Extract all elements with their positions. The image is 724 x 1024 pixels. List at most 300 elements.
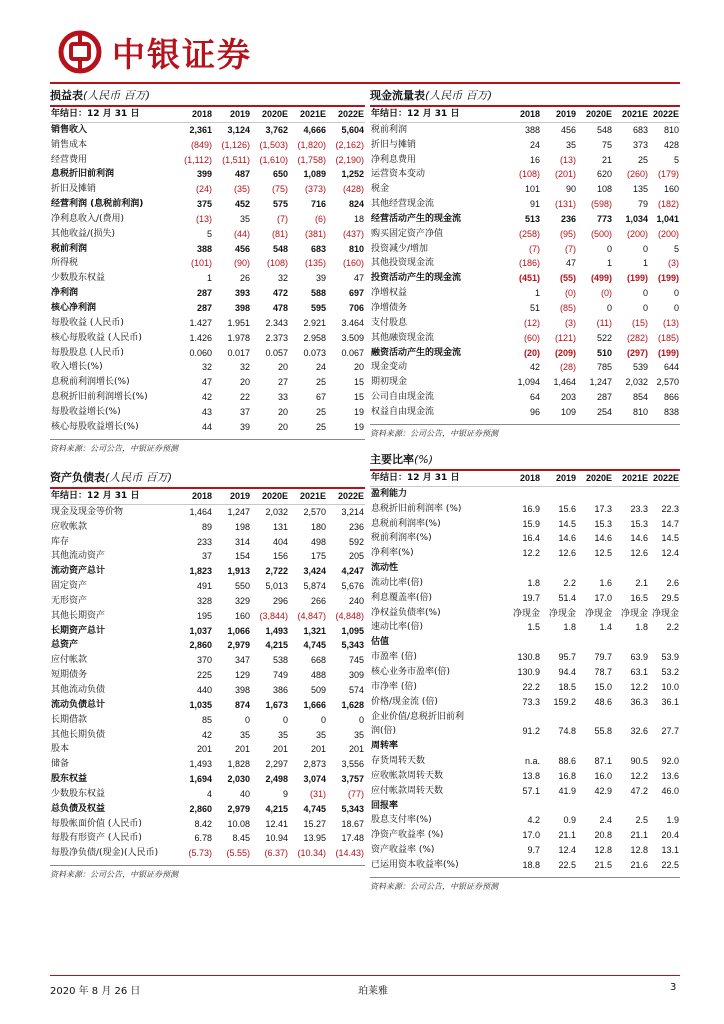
table-cell: 683 bbox=[310, 243, 326, 254]
table-cell: 592 bbox=[348, 536, 364, 547]
table-row bbox=[50, 122, 365, 137]
table-cell: 2,722 bbox=[265, 566, 288, 577]
table-cell: 8.42 bbox=[194, 818, 212, 829]
row-label: 应付帐款周转天数 bbox=[371, 785, 444, 796]
row-label: 税前利润率(%) bbox=[371, 533, 432, 544]
table-cell: 净现金 bbox=[651, 607, 679, 618]
source-note: 资料来源：公司公告，中银证券预测 bbox=[50, 439, 365, 454]
table-cell: 1,464 bbox=[189, 506, 212, 517]
table-cell: 266 bbox=[310, 595, 326, 606]
table-cell: 3,556 bbox=[341, 759, 364, 770]
row-label: 每股帐面价值 (人民币) bbox=[51, 818, 142, 829]
table-cell: 0 bbox=[606, 302, 612, 313]
table-cell: 2018 bbox=[191, 491, 212, 501]
table-cell bbox=[541, 710, 577, 725]
table-cell: 1,913 bbox=[227, 566, 250, 577]
table-cell: 25 bbox=[315, 377, 326, 388]
table-cell: 13.1 bbox=[661, 845, 679, 856]
table-cell bbox=[649, 710, 680, 725]
table-cell: 1.951 bbox=[227, 317, 250, 328]
table-cell: 24 bbox=[315, 362, 326, 373]
table-cell: 90.5 bbox=[630, 756, 648, 767]
bank-of-china-logo-icon bbox=[58, 30, 102, 74]
table-cell bbox=[649, 635, 680, 650]
table-cell: 1.8 bbox=[563, 622, 576, 633]
financial-table bbox=[370, 471, 680, 873]
table-cell: 440 bbox=[196, 684, 212, 695]
table-cell: (1,820) bbox=[297, 139, 326, 150]
table-cell: 15 bbox=[353, 377, 364, 388]
table-cell: 18.67 bbox=[341, 818, 364, 829]
table-cell: 522 bbox=[596, 332, 612, 343]
table-cell bbox=[504, 486, 541, 501]
row-label: 核心业务市盈率(倍) bbox=[371, 666, 451, 677]
table-cell: 15 bbox=[353, 392, 364, 403]
table-cell: 854 bbox=[632, 392, 648, 403]
table-cell: 13.8 bbox=[522, 770, 540, 781]
table-cell: 510 bbox=[596, 347, 612, 358]
table-cell: 42 bbox=[529, 362, 540, 373]
table-row bbox=[370, 635, 680, 650]
table-cell: 810 bbox=[348, 243, 364, 254]
table-cell bbox=[649, 739, 680, 754]
table-cell: (7) bbox=[529, 243, 540, 254]
table-cell: 1 bbox=[642, 258, 648, 269]
table-cell: 0 bbox=[282, 714, 288, 725]
table-cell: 0 bbox=[642, 243, 648, 254]
table-cell: 64 bbox=[529, 392, 540, 403]
row-label: 销售收入 bbox=[51, 124, 88, 135]
table-cell: 287 bbox=[196, 288, 212, 299]
table-cell: 73.3 bbox=[522, 696, 540, 707]
table-cell: 79 bbox=[637, 199, 648, 210]
table-row bbox=[50, 668, 365, 683]
row-label: 净利息费用 bbox=[371, 154, 417, 165]
table-cell: 240 bbox=[348, 595, 364, 606]
table-row bbox=[50, 331, 365, 346]
table-row bbox=[370, 680, 680, 695]
table-cell: 21.6 bbox=[630, 859, 648, 870]
table-cell: 21.5 bbox=[594, 859, 612, 870]
table-cell: 8.45 bbox=[232, 833, 250, 844]
table-cell: (199) bbox=[657, 273, 679, 284]
table-cell bbox=[541, 635, 577, 650]
section-unit: (%) bbox=[414, 453, 434, 466]
table-cell: 456 bbox=[234, 243, 250, 254]
table-cell: 539 bbox=[632, 362, 648, 373]
table-cell bbox=[504, 710, 541, 725]
table-cell: 18.5 bbox=[558, 681, 576, 692]
table-row bbox=[50, 742, 365, 757]
row-label: 其他收益/(损失) bbox=[51, 228, 116, 239]
table-cell: (373) bbox=[304, 184, 326, 195]
table-cell: 156 bbox=[272, 551, 288, 562]
table-cell: 13.6 bbox=[661, 770, 679, 781]
table-cell: 2.921 bbox=[303, 317, 326, 328]
table-cell: 2,873 bbox=[303, 759, 326, 770]
table-cell: 1,037 bbox=[189, 625, 212, 636]
table-cell: 32 bbox=[201, 362, 212, 373]
row-label: 利息覆盖率(倍) bbox=[371, 592, 433, 603]
table-cell: 12.6 bbox=[630, 548, 648, 559]
table-cell bbox=[613, 739, 649, 754]
table-cell: 35 bbox=[315, 729, 326, 740]
table-cell: (15) bbox=[631, 317, 648, 328]
table-cell: 487 bbox=[234, 169, 250, 180]
table-row bbox=[50, 197, 365, 212]
table-cell: 254 bbox=[596, 406, 612, 417]
table-cell: 53.9 bbox=[661, 652, 679, 663]
table-cell: 1,628 bbox=[341, 699, 364, 710]
table-cell: 399 bbox=[196, 169, 212, 180]
row-label: 企业价值/息税折旧前利 bbox=[371, 711, 465, 722]
table-cell: 92.0 bbox=[661, 756, 679, 767]
table-cell: 4.2 bbox=[527, 815, 540, 826]
table-cell: 42 bbox=[201, 392, 212, 403]
table-row bbox=[370, 665, 680, 680]
table-cell: 1,823 bbox=[189, 566, 212, 577]
table-cell: 15.27 bbox=[303, 818, 326, 829]
table-cell: 4,247 bbox=[341, 566, 364, 577]
table-cell: 48.6 bbox=[594, 696, 612, 707]
table-cell: (297) bbox=[626, 347, 648, 358]
table-cell: 26 bbox=[239, 273, 250, 284]
table-cell: 14.6 bbox=[558, 533, 576, 544]
table-row bbox=[50, 256, 365, 271]
table-cell: 0.060 bbox=[189, 347, 212, 358]
row-label: 资产收益率 (%) bbox=[371, 845, 435, 856]
table-cell: 0 bbox=[244, 714, 250, 725]
table-cell: 3.464 bbox=[341, 317, 364, 328]
table-cell: (31) bbox=[309, 788, 326, 799]
table-row bbox=[370, 375, 680, 390]
row-label: 税前利润 bbox=[51, 243, 88, 254]
row-label: 折旧与摊销 bbox=[371, 139, 417, 150]
table-cell bbox=[577, 561, 613, 576]
table-cell: n.a. bbox=[524, 756, 540, 767]
table-cell: 2021E bbox=[299, 109, 326, 119]
section-title bbox=[50, 470, 365, 486]
table-cell: 683 bbox=[632, 124, 648, 135]
table-row bbox=[50, 549, 365, 564]
row-label: 所得税 bbox=[51, 258, 79, 269]
table-cell: 5,343 bbox=[341, 640, 364, 651]
table-cell: 1,089 bbox=[303, 169, 326, 180]
table-cell: 1.5 bbox=[527, 622, 540, 633]
table-cell bbox=[504, 635, 541, 650]
table-cell: 287 bbox=[196, 302, 212, 313]
table-row bbox=[50, 182, 365, 197]
table-cell: 2022E bbox=[652, 109, 679, 119]
row-label: 息税折旧前利润 bbox=[51, 169, 115, 180]
table-cell: 5 bbox=[673, 154, 679, 165]
table-cell: 0.073 bbox=[303, 347, 326, 358]
table-cell: 41.9 bbox=[558, 785, 576, 796]
table-row bbox=[370, 724, 680, 739]
table-cell: 2019 bbox=[229, 491, 250, 501]
table-cell: 375 bbox=[196, 199, 212, 210]
row-label: 应收帐款周转天数 bbox=[371, 770, 444, 781]
table-cell: 1.8 bbox=[635, 622, 648, 633]
table-cell: 净现金 bbox=[620, 607, 648, 618]
table-cell: 27.7 bbox=[661, 726, 679, 737]
table-row bbox=[370, 813, 680, 828]
row-label: 经营利润 (息税前利润) bbox=[51, 199, 144, 210]
table-cell: 2019 bbox=[229, 109, 250, 119]
table-cell: 548 bbox=[272, 243, 288, 254]
table-cell bbox=[613, 710, 649, 725]
table-cell: 88.6 bbox=[558, 756, 576, 767]
table-cell: (35) bbox=[233, 184, 250, 195]
table-cell: (199) bbox=[626, 273, 648, 284]
table-cell: 2022E bbox=[337, 491, 364, 501]
table-cell: 2021E bbox=[621, 473, 648, 483]
table-cell: 20 bbox=[277, 362, 288, 373]
table-cell: 0.9 bbox=[563, 815, 576, 826]
table-cell: 14.6 bbox=[594, 533, 612, 544]
table-cell: (13) bbox=[195, 213, 212, 224]
table-cell: 15.3 bbox=[630, 518, 648, 529]
row-label: 折旧及摊销 bbox=[51, 184, 97, 195]
table-row bbox=[370, 331, 680, 346]
table-cell: (201) bbox=[554, 169, 576, 180]
table-cell: 12.2 bbox=[630, 770, 648, 781]
table-cell: 233 bbox=[196, 536, 212, 547]
table-cell: 2.2 bbox=[666, 622, 679, 633]
table-cell: 2022E bbox=[337, 109, 364, 119]
table-cell: (260) bbox=[626, 169, 648, 180]
table-cell: 14.5 bbox=[558, 518, 576, 529]
table-cell: (3) bbox=[565, 317, 576, 328]
table-row bbox=[370, 517, 680, 532]
table-cell: 5,343 bbox=[341, 803, 364, 814]
table-cell: (14.43) bbox=[335, 848, 364, 859]
table-cell: 0 bbox=[642, 288, 648, 299]
table-cell: 109 bbox=[560, 406, 576, 417]
table-cell: 21.1 bbox=[630, 830, 648, 841]
table-cell bbox=[541, 486, 577, 501]
table-cell: (1,112) bbox=[184, 154, 212, 165]
table-cell: 135 bbox=[632, 184, 648, 195]
table-cell: 160 bbox=[663, 184, 679, 195]
table-cell: 44 bbox=[201, 421, 212, 432]
table-row bbox=[370, 405, 680, 420]
table-cell: 12.6 bbox=[558, 548, 576, 559]
table-cell: 12.4 bbox=[558, 845, 576, 856]
table-cell: 0 bbox=[320, 714, 326, 725]
table-row bbox=[370, 286, 680, 301]
row-label: 公司自由现金流 bbox=[371, 392, 435, 403]
table-cell: (2,162) bbox=[335, 139, 364, 150]
table-header-row bbox=[370, 107, 680, 122]
table-cell: (7) bbox=[277, 213, 288, 224]
table-cell: 2018 bbox=[519, 109, 540, 119]
row-label: 净资产收益率 (%) bbox=[371, 830, 444, 841]
table-cell bbox=[613, 635, 649, 650]
section-unit: (人民币 百万) bbox=[83, 89, 151, 102]
table-cell: 198 bbox=[234, 521, 250, 532]
table-row bbox=[370, 858, 680, 873]
table-cell: (60) bbox=[523, 332, 540, 343]
row-label: 年结日：12 月 31 日 bbox=[51, 491, 140, 501]
table-cell: 1,493 bbox=[265, 625, 288, 636]
table-cell: (77) bbox=[347, 788, 364, 799]
table-row bbox=[370, 360, 680, 375]
table-cell: 20 bbox=[239, 377, 250, 388]
row-label: 息税前利润增长(%) bbox=[51, 377, 130, 388]
table-cell: 749 bbox=[272, 670, 288, 681]
table-cell: 79.7 bbox=[594, 652, 612, 663]
table-cell: 17.48 bbox=[341, 833, 364, 844]
table-cell: 20.4 bbox=[661, 830, 679, 841]
table-cell: 706 bbox=[348, 302, 364, 313]
table-row bbox=[50, 787, 365, 802]
table-cell: 2020E bbox=[261, 109, 288, 119]
table-cell: 16 bbox=[529, 154, 540, 165]
table-row bbox=[50, 138, 365, 153]
table-row bbox=[50, 802, 365, 817]
table-cell: 2.6 bbox=[666, 577, 679, 588]
table-cell: 95.7 bbox=[558, 652, 576, 663]
table-cell: 46.0 bbox=[661, 785, 679, 796]
table-cell: 370 bbox=[196, 655, 212, 666]
row-label: 年结日：12 月 31 日 bbox=[371, 109, 460, 119]
table-cell: 42.9 bbox=[594, 785, 612, 796]
table-cell: 1,464 bbox=[553, 377, 576, 388]
table-cell: 17.0 bbox=[594, 592, 612, 603]
table-cell: 4,215 bbox=[265, 640, 288, 651]
row-label: 融资活动产生的现金流 bbox=[371, 347, 462, 358]
row-label: 估值 bbox=[371, 637, 390, 648]
table-cell: 0 bbox=[358, 714, 364, 725]
table-cell: 10.0 bbox=[661, 681, 679, 692]
table-cell: 329 bbox=[234, 595, 250, 606]
table-cell: 12.2 bbox=[522, 548, 540, 559]
table-cell bbox=[577, 799, 613, 814]
header-rule bbox=[50, 82, 680, 84]
table-cell: 175 bbox=[310, 551, 326, 562]
table-row bbox=[370, 769, 680, 784]
table-cell: 9.7 bbox=[527, 845, 540, 856]
table-cell: 0 bbox=[673, 302, 679, 313]
row-label: 流动资产总计 bbox=[51, 566, 106, 577]
table-cell: 47.2 bbox=[630, 785, 648, 796]
table-cell: 595 bbox=[310, 302, 326, 313]
row-label: 流动性 bbox=[371, 563, 399, 574]
table-row bbox=[50, 698, 365, 713]
row-label: 其他流动资产 bbox=[51, 551, 106, 562]
table-row bbox=[370, 316, 680, 331]
table-cell bbox=[649, 799, 680, 814]
row-label: 净利率(%) bbox=[371, 548, 414, 559]
table-row bbox=[370, 561, 680, 576]
row-label: 存货周转天数 bbox=[371, 756, 426, 767]
table-cell: (381) bbox=[304, 228, 326, 239]
table-cell: 12.5 bbox=[594, 548, 612, 559]
table-cell: (209) bbox=[554, 347, 576, 358]
row-label: 短期债务 bbox=[51, 670, 88, 681]
table-cell: (200) bbox=[626, 228, 648, 239]
row-label: 核心每股收益增长(%) bbox=[51, 421, 139, 432]
row-label: 盈利能力 bbox=[371, 488, 408, 499]
table-cell: 575 bbox=[272, 199, 288, 210]
table-cell: 2020E bbox=[585, 473, 612, 483]
table-cell: 78.7 bbox=[594, 666, 612, 677]
table-cell: 35 bbox=[239, 729, 250, 740]
financial-table bbox=[50, 107, 365, 435]
table-cell: (108) bbox=[266, 258, 288, 269]
row-label: 总资产 bbox=[51, 640, 79, 651]
table-row bbox=[370, 799, 680, 814]
table-cell: 131 bbox=[272, 521, 288, 532]
row-label: 每股有形资产 (人民币) bbox=[51, 833, 142, 844]
table-cell: 296 bbox=[272, 595, 288, 606]
table-cell: 4,215 bbox=[265, 803, 288, 814]
table-cell: 15.3 bbox=[594, 518, 612, 529]
row-label: 息税折旧前利润率 (%) bbox=[371, 503, 462, 514]
row-label: 少数股东权益 bbox=[51, 788, 106, 799]
table-cell: 1,034 bbox=[625, 213, 648, 224]
row-label: 支付股息 bbox=[371, 317, 408, 328]
table-cell: 22 bbox=[239, 392, 250, 403]
table-row bbox=[370, 576, 680, 591]
table-cell: 75 bbox=[601, 139, 612, 150]
table-cell: (12) bbox=[523, 317, 540, 328]
income-statement bbox=[50, 88, 365, 454]
table-cell: 2022E bbox=[652, 473, 679, 483]
row-label: 润(倍) bbox=[371, 726, 397, 737]
table-cell: 63.9 bbox=[630, 652, 648, 663]
table-cell: 314 bbox=[234, 536, 250, 547]
table-cell: 2.5 bbox=[635, 815, 648, 826]
table-cell: 2,032 bbox=[625, 377, 648, 388]
table-cell: 74.8 bbox=[558, 726, 576, 737]
row-label: 其他流动负债 bbox=[51, 684, 106, 695]
section-title bbox=[50, 88, 365, 104]
table-cell: (200) bbox=[657, 228, 679, 239]
row-label: 应收帐款 bbox=[51, 521, 88, 532]
table-cell: 35 bbox=[353, 729, 364, 740]
table-cell: 40 bbox=[239, 788, 250, 799]
table-cell: 0.017 bbox=[227, 347, 250, 358]
table-row bbox=[50, 286, 365, 301]
source-note: 资料来源：公司公告，中银证券预测 bbox=[50, 865, 365, 880]
table-row bbox=[50, 346, 365, 361]
row-label: 股本 bbox=[51, 744, 70, 755]
brand-name: 中银证券 bbox=[112, 34, 252, 74]
table-cell: 1 bbox=[606, 258, 612, 269]
section-title-text: 现金流量表 bbox=[370, 89, 425, 102]
table-row bbox=[50, 757, 365, 772]
table-cell: 347 bbox=[234, 655, 250, 666]
row-label: 年结日：12 月 31 日 bbox=[51, 109, 140, 119]
table-cell: 1,094 bbox=[517, 377, 540, 388]
table-cell: 1 bbox=[534, 288, 540, 299]
table-cell: 21.1 bbox=[558, 830, 576, 841]
table-cell: 22.5 bbox=[661, 859, 679, 870]
table-row bbox=[50, 535, 365, 550]
table-cell: 1,828 bbox=[227, 759, 250, 770]
table-cell bbox=[577, 739, 613, 754]
table-row bbox=[50, 390, 365, 405]
table-cell: 0.057 bbox=[265, 347, 288, 358]
table-cell: (428) bbox=[342, 184, 364, 195]
table-row bbox=[370, 739, 680, 754]
table-row bbox=[370, 754, 680, 769]
table-cell: 2020E bbox=[261, 491, 288, 501]
table-row bbox=[50, 772, 365, 787]
table-cell: (160) bbox=[342, 258, 364, 269]
